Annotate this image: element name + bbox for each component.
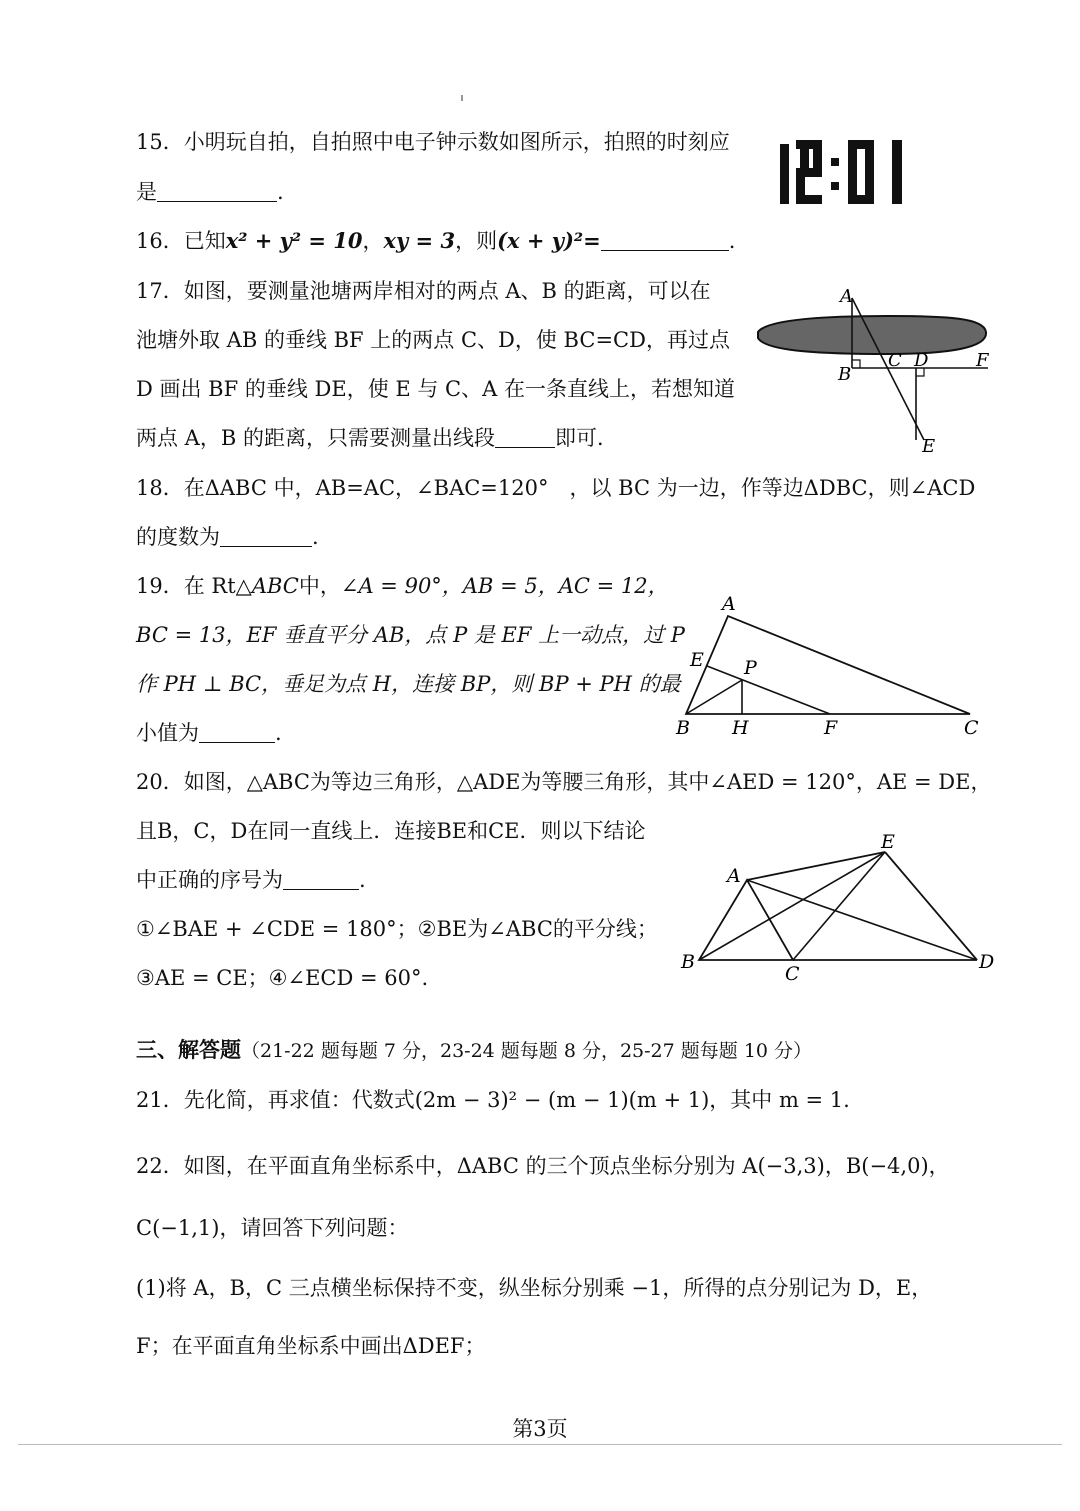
label-e: E <box>922 436 936 455</box>
digital-clock-figure <box>778 136 912 208</box>
label-d: D <box>914 350 929 371</box>
q16-expr1: x² + y² = 10 <box>225 228 363 253</box>
label-c: C <box>888 350 902 371</box>
q16-expr2: xy = 3 <box>383 228 456 253</box>
q17-line2: 池塘外取 AB 的垂线 BF 上的两点 C、D，使 BC=CD，再过点 <box>136 328 730 352</box>
q22-line2: C(−1,1)，请回答下列问题： <box>136 1216 409 1240</box>
page-number: 第3页 <box>512 1417 568 1441</box>
scan-speck <box>461 95 463 101</box>
q20-line4: ①∠BAE + ∠CDE = 180°；②BE为∠ABC的平分线； <box>136 917 658 941</box>
q19-line2: BC = 13，EF 垂直平分 AB，点 P 是 EF 上一动点，过 P <box>136 623 685 647</box>
label-b: B <box>676 717 690 739</box>
label-b: B <box>681 951 695 973</box>
triangle-abc <box>699 880 793 960</box>
q20-line1: 20．如图，△ABC为等边三角形，△ADE为等腰三角形，其中∠AED = 120°，AE = DE， <box>136 770 992 794</box>
q19-answer-blank[interactable] <box>199 722 275 743</box>
q20-line2: 且B，C，D在同一直线上．连接BE和CE．则以下结论 <box>136 819 646 843</box>
clock-readout: 12:01 <box>778 136 781 137</box>
q15-line1: 15．小明玩自拍，自拍照中电子钟示数如图所示，拍照的时刻应 <box>136 130 730 154</box>
section3-note: （21-22 题每题 7 分，23-24 题每题 8 分，25-27 题每题 10 分） <box>241 1040 813 1062</box>
q22-line4: F；在平面直角坐标系中画出ΔDEF； <box>136 1334 486 1358</box>
q15-line2: 是 . <box>136 180 284 204</box>
q19-line3: 作 PH ⊥ BC，垂足为点 H，连接 BP，则 BP + PH 的最 <box>136 672 681 696</box>
label-b: B <box>838 364 852 385</box>
q16-answer-blank[interactable] <box>601 230 729 251</box>
q22-line3: (1)将 A，B，C 三点横坐标保持不变，纵坐标分别乘 −1，所得的点分别记为 D，E， <box>136 1276 933 1300</box>
label-h: H <box>732 717 749 739</box>
label-f: F <box>824 717 838 739</box>
triangle-abc <box>686 616 970 714</box>
label-a: A <box>727 865 741 887</box>
label-a: A <box>840 286 853 307</box>
q19-line4: 小值为 . <box>136 721 282 745</box>
right-angle-b <box>852 360 860 368</box>
q18-line2: 的度数为 . <box>136 525 319 549</box>
section3-heading <box>136 1036 812 1065</box>
q18-answer-blank[interactable] <box>220 526 312 547</box>
q20-line5: ③AE = CE；④∠ECD = 60°. <box>136 966 429 990</box>
q18-line1: 18．在ΔABC 中，AB=AC，∠BAC=120° ，以 BC 为一边，作等边ΔDBC，则∠ACD <box>136 476 976 500</box>
q17-line3: D 画出 BF 的垂线 DE，使 E 与 C、A 在一条直线上，若想知道 <box>136 377 735 401</box>
q19-triangle-figure <box>672 588 992 743</box>
q19-line1: 19．在 Rt△ABC中，∠A = 90°，AB = 5，AC = 12， <box>136 574 669 598</box>
q16-expr3: (x + y)²= <box>497 228 601 253</box>
label-c: C <box>964 717 979 739</box>
label-a: A <box>722 593 736 615</box>
q20-triangle-figure <box>675 828 1005 988</box>
label-c: C <box>785 963 800 985</box>
q17-answer-blank[interactable] <box>495 427 555 448</box>
q20-line3: 中正确的序号为 . <box>136 868 366 892</box>
q21-line: 21．先化简，再求值：代数式(2m − 3)² − (m − 1)(m + 1)，其中 m = 1. <box>136 1088 850 1112</box>
label-f: F <box>976 350 989 371</box>
q17-line4: 两点 A，B 的距离，只需要测量出线段 即可． <box>136 426 618 450</box>
q17-pond-figure <box>748 280 998 455</box>
q16-line: 16．已知x² + y² = 10，xy = 3，则(x + y)²= . <box>136 228 736 253</box>
q15-answer-blank[interactable] <box>157 181 277 202</box>
label-p: P <box>744 657 757 679</box>
footer-divider <box>18 1444 1062 1445</box>
label-e: E <box>881 831 895 853</box>
q20-answer-blank[interactable] <box>283 869 359 890</box>
line-bp <box>686 680 742 714</box>
q17-line1: 17．如图，要测量池塘两岸相对的两点 A、B 的距离，可以在 <box>136 279 711 303</box>
label-d: D <box>979 951 995 973</box>
section3-title: 三、解答题 <box>136 1037 241 1062</box>
pond-shape <box>758 316 986 354</box>
q22-line1: 22．如图，在平面直角坐标系中，ΔABC 的三个顶点坐标分别为 A(−3,3)，B(−4,0)， <box>136 1154 950 1178</box>
label-e: E <box>690 649 704 671</box>
